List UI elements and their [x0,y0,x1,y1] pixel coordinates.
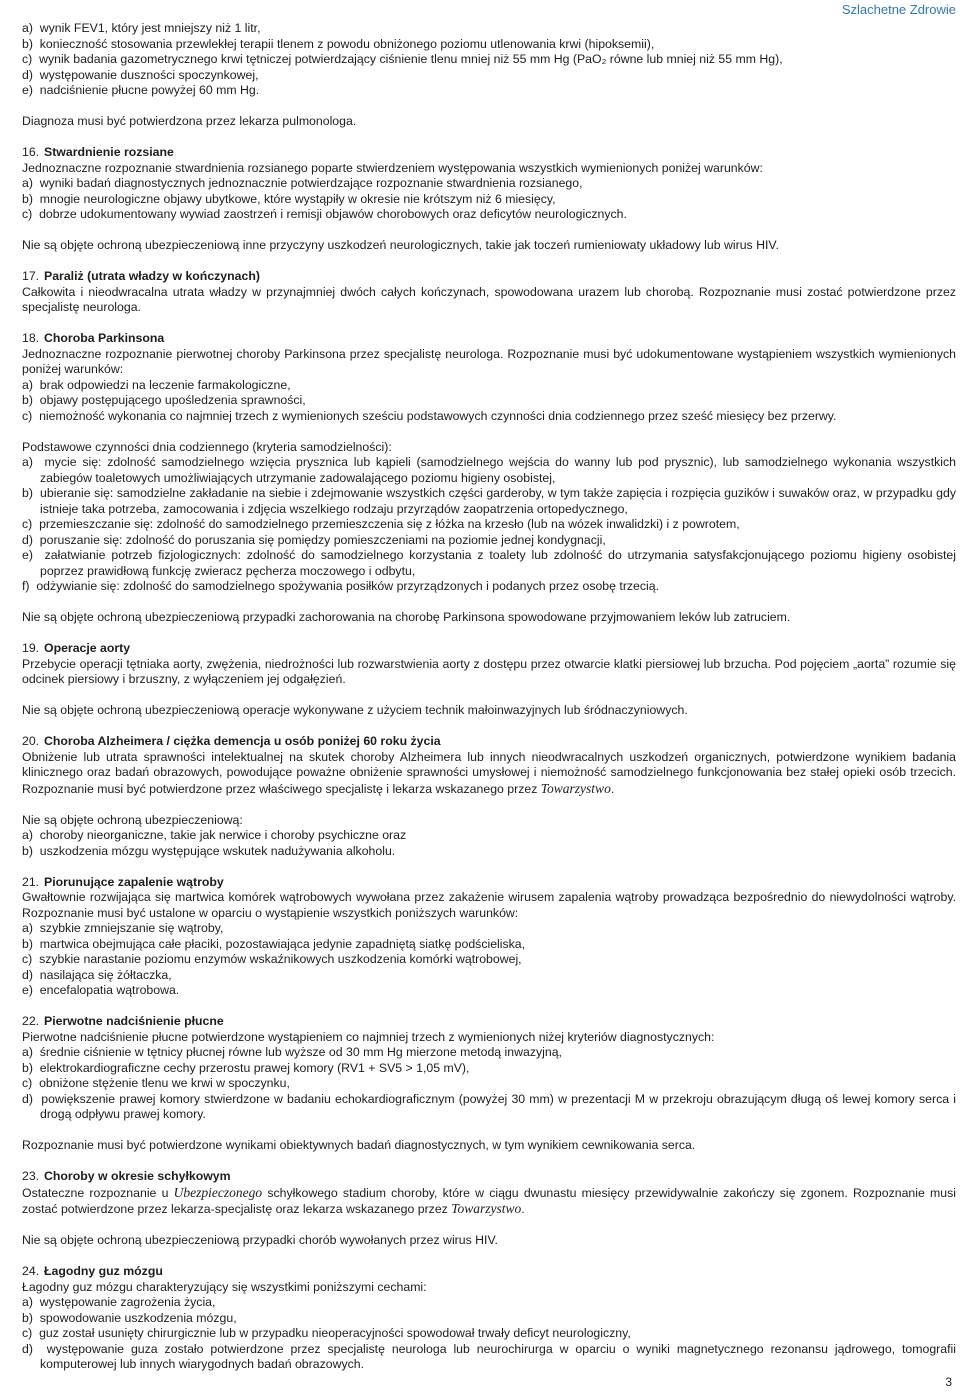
section-heading [22,734,956,750]
list-item: a) średnie ciśnienie w tętnicy płucnej równe lub wyższe od 30 mm Hg mierzone metodą inwazyjną, [22,1045,562,1059]
section-18 [22,331,956,626]
list-item: b) uszkodzenia mózgu występujące wskutek nadużywania alkoholu. [22,843,396,858]
section-heading [22,1264,956,1280]
exclusion-note: Nie są objęte ochroną ubezpieczeniową przypadki chorób wywołanych przez wirus HIV. [22,1233,498,1247]
list-item: a) wyniki badań diagnostycznych jednoznacznie potwierdzające rozpoznanie stwardnienia rozsianego, [22,176,583,190]
list-item: e) encefalopatia wątrobowa. [22,983,180,997]
list-item: a) choroby nieorganiczne, takie jak nerwice i choroby psychiczne oraz [22,828,407,842]
section-19 [22,641,956,719]
section-21 [22,875,956,999]
section-intro: Jednoznaczne rozpoznanie stwardnienia rozsianego poparte stwierdzeniem występowania wszystkich wymienionych poniżej warunków: [22,160,763,175]
basic-activities-title: Podstawowe czynności dnia codziennego (kryteria samodzielności): [22,439,392,454]
confirmation-note: Rozpoznanie musi być potwierdzone wynikami obiektywnych badań diagnostycznych, w tym wynikiem cewnikowania serca. [22,1138,696,1152]
diagnosis-note: Diagnoza musi być potwierdzona przez lekarza pulmonologa. [22,114,357,128]
section-heading [22,331,956,347]
section-number: 20. [22,734,40,748]
list-item: a) występowanie zagrożenia życia, [22,1295,216,1309]
list-item: b) konieczność stosowania przewlekłej terapii tlenem z powodu obniżonego poziomu utlenowania krwi (hipoksemii), [22,36,655,51]
list-item: c) guz został usunięty chirurgicznie lub w przypadku nieoperacyjności spowodował trwały deficyt neurologiczny, [22,1326,631,1340]
section-number: 21. [22,874,40,889]
list-item: a) mycie się: zdolność samodzielnego wzięcia prysznica lub kąpieli (samodzielnego wejścia do wanny lub pod prysznic), lub samodzielnego wykonania wszystkich zabiegów toaletowych umożliwiających utrzymanie zadowalającego poziomu higieny osobistej, [22,455,956,485]
exclusion-note: Nie są objęte ochroną ubezpieczeniową inne przyczyny uszkodzeń neurologicznych, takie jak toczeń rumieniowaty układowy lub wirus HIV. [22,238,779,252]
list-item: b) objawy postępującego upośledzenia sprawności, [22,393,306,407]
list-item: e) nadciśnienie płucne powyżej 60 mm Hg. [22,83,260,97]
list-item: c) przemieszczanie się: zdolność do samodzielnego przemieszczenia się z łóżka na krzesło (lub na wózek inwalidzki) i z powrotem, [22,517,740,531]
section-title: Łagodny guz mózgu [44,1264,163,1278]
company-name: Towarzystwo [540,780,611,796]
section-intro: Pierwotne nadciśnienie płucne potwierdzone wystąpieniem co najmniej trzech z wymienionych niżej kryteriów diagnostycznych: [22,1029,715,1044]
section-heading [22,1014,956,1030]
section-number: 23. [22,1169,40,1183]
list-item: d) powiększenie prawej komory stwierdzone w badaniu echokardiograficznym (powyżej 30 mm) w prezentacji M w przekroju obrazującym długą oś lewej komory serca i drogą odpływu prawej komory. [22,1091,956,1121]
list-item: d) nasilająca się żółtaczka, [22,967,172,982]
section-title: Choroby w okresie schyłkowym [44,1169,231,1183]
document-body [22,21,956,1373]
section-body [22,1185,956,1218]
body-text: Ostateczne rozpoznanie u [22,1185,174,1200]
list-item: b) mnogie neurologiczne objawy ubytkowe, które wystąpiły w okresie nie krótszym niż 6 miesięcy, [22,191,556,206]
section-heading [22,1169,956,1185]
body-text: schyłkowego stadium choroby, które w ciągu dwunastu miesięcy przewidywalnie zakończy się zgonem. Rozpoznanie musi zostać potwierdzone przez lekarza-specjalistę oraz lekarza wskazanego przez [22,1185,956,1216]
list-item: b) elektrokardiograficzne cechy przerostu prawej komory (RV1 + SV5 > 1,05 mV), [22,1060,470,1075]
exclusion-note: Nie są objęte ochroną ubezpieczeniową operacje wykonywane z użyciem technik małoinwazyjnych lub śródnaczyniowych. [22,703,688,717]
section-title: Stwardnienie rozsiane [44,145,174,159]
list-item: e) załatwianie potrzeb fizjologicznych: zdolność do samodzielnego korzystania z toalety lub zdolność do utrzymania satysfakcjonującego poziomu higieny osobistej poprzez prawidłową funkcję zwieracz pęcherza moczowego i odbytu, [22,548,956,578]
list-item: c) szybkie narastanie poziomu enzymów wskaźnikowych uszkodzenia komórki wątrobowej, [22,952,522,966]
section-body: Przebycie operacji tętniaka aorty, zwężenia, niedrożności lub rozwarstwienia aorty z dostępu przez otwarcie klatki piersiowej lub brzucha. Pod pojęciem „aorta” rozumie się odcinek piersiowy i brzuszny, z wyłączeniem jej odgałęzień. [22,656,956,686]
section-title: Choroba Parkinsona [44,331,165,345]
section-title: Paraliż (utrata władzy w kończynach) [44,269,260,283]
list-item: a) wynik FEV1, który jest mniejszy niż 1 litr, [22,21,261,35]
list-item: b) ubieranie się: samodzielne zakładanie na siebie i zdejmowanie wszystkich części garderoby, w tym także zapięcia i rozpięcia guzików i suwaków oraz, w przypadku gdy istnieje taka potrzeba, zamocowania i zdjęcia wszelkiego rodzaju przyrządów zaopatrzenia ortopedycznego, [22,486,956,516]
section-23 [22,1169,956,1249]
list-item: a) szybkie zmniejszanie się wątroby, [22,921,224,935]
section-body: Całkowita i nieodwracalna utrata władzy w przynajmniej dwóch całych kończynach, spowodowana urazem lub chorobą. Rozpoznanie musi zostać potwierdzone przez specjalistę neurologa. [22,284,956,314]
section-number: 22. [22,1014,40,1028]
section-17 [22,269,956,316]
section-number: 19. [22,641,40,655]
section-title: Pierwotne nadciśnienie płucne [44,1014,224,1028]
section-20 [22,734,956,859]
section-24 [22,1264,956,1373]
section-number: 18. [22,331,40,345]
list-item: d) poruszanie się: zdolność do poruszania się pomiędzy pomieszczeniami na poziomie jednej kondygnacji, [22,532,606,547]
list-item: b) spowodowanie uszkodzenia mózgu, [22,1310,237,1325]
section-title: Operacje aorty [44,641,131,655]
section-heading [22,641,956,657]
section-16 [22,145,956,254]
section-intro: Jednoznaczne rozpoznanie pierwotnej choroby Parkinsona przez specjalistę neurologa. Rozpoznanie musi być udokumentowane wystąpieniem wszystkich wymienionych poniżej warunków: [22,346,956,376]
body-text-end: . [610,781,615,796]
list-item: d) występowanie duszności spoczynkowej, [22,67,259,82]
section-22 [22,1014,956,1154]
list-item: c) wynik badania gazometrycznego krwi tętniczej potwierdzający ciśnienie tlenu mniej niż 55 mm Hg (PaO₂ równe lub mniej niż 55 mm Hg), [22,52,783,66]
section-title: Piorunujące zapalenie wątroby [44,874,224,889]
section-title: Choroba Alzheimera / ciężka demencja u osób poniżej 60 roku życia [44,734,441,748]
section-heading [22,269,956,285]
body-text-end: . [521,1202,525,1216]
header-brand: Szlachetne Zdrowie [841,2,956,17]
list-item: d) występowanie guza zostało potwierdzone przez specjalistę neurologa lub neurochirurga w oparciu o wyniki magnetycznego rezonansu jądrowego, tomografii komputerowej lub innych wiarygodnych badań obrazowych. [22,1341,956,1371]
section-intro: Łagodny guz mózgu charakteryzujący się wszystkimi poniższymi cechami: [22,1279,427,1294]
exclusion-note: Nie są objęte ochroną ubezpieczeniową przypadki zachorowania na chorobę Parkinsona spowodowane przyjmowaniem leków lub zatruciem. [22,610,791,624]
list-item: c) niemożność wykonania co najmniej trzech z wymienionych sześciu podstawowych czynności dnia codziennego przez sześć miesięcy bez przerwy. [22,408,837,423]
list-item: b) martwica obejmująca całe płaciki, pozostawiająca jedynie zapadniętą siatkę podścieliska, [22,936,526,951]
page-number: 3 [945,1374,952,1389]
section-intro: Gwałtownie rozwijająca się martwica komórek wątrobowych wywołana przez zakażenie wirusem zapalenia wątroby prowadząca bezpośrednio do niewydolności wątroby. Rozpoznanie musi być ustalone w oparciu o wystąpienie wszystkich poniższych warunków: [22,890,956,920]
section-heading [22,145,956,161]
section-heading [22,875,956,891]
section-number: 17. [22,269,40,283]
list-item: c) obniżone stężenie tlenu we krwi w spoczynku, [22,1076,290,1090]
body-text: Obniżenie lub utrata sprawności intelektualnej na skutek choroby Alzheimera lub innych nieodwracalnych uszkodzeń organicznych, potwierdzone wynikiem badania klinicznego oraz badań obrazowych, powodujące poważne obniżenie sprawności umysłowej i niemożność samodzielnego funkcjonowania bez stałej opieki osób trzecich. Rozpoznanie musi być potwierdzone przez właściwego specjalistę i lekarza wskazanego przez [22,749,956,796]
section-body [22,750,956,798]
top-criteria-list [22,21,956,99]
insured-term: Ubezpieczonego [173,1184,263,1200]
exclusion-title: Nie są objęte ochroną ubezpieczeniową: [22,812,243,827]
list-item: c) dobrze udokumentowany wywiad zaostrzeń i remisji objawów chorobowych oraz deficytów neurologicznych. [22,207,627,221]
list-item: a) brak odpowiedzi na leczenie farmakologiczne, [22,377,291,392]
list-item: f) odżywianie się: zdolność do samodzielnego spożywania posiłków przyrządzonych i podanych przez osobę trzecią. [22,579,660,593]
company-name: Towarzystwo [451,1201,522,1216]
section-number: 24. [22,1264,40,1278]
section-number: 16. [22,145,40,159]
